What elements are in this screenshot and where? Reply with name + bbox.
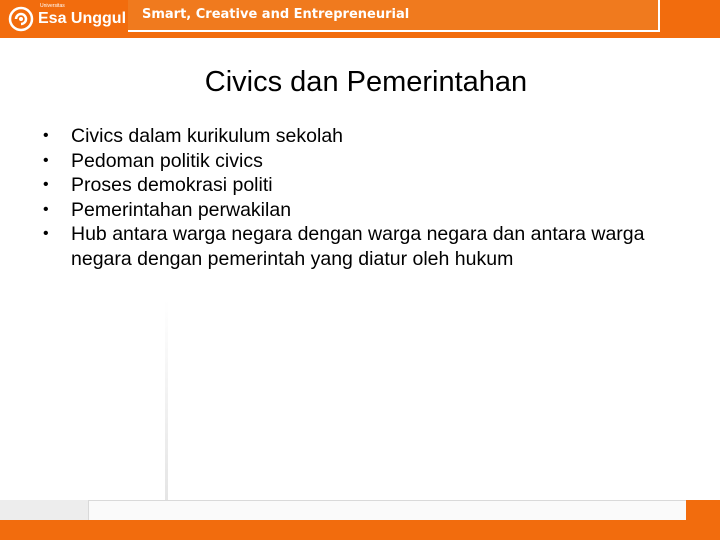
logo[interactable] — [0, 0, 128, 38]
bullet-icon: • — [43, 127, 49, 144]
logo-text: Esa Unggul — [38, 10, 127, 27]
bullet-item — [43, 173, 663, 198]
university-emblem-icon — [8, 6, 34, 32]
bullet-list — [43, 124, 663, 271]
bullet-text: Civics dalam kurikulum sekolah — [71, 125, 344, 147]
slide-title: Civics dan Pemerintahan — [204, 66, 528, 98]
footer-right-accent — [686, 500, 720, 520]
logo-subtext: Universitas — [40, 3, 65, 9]
footer-bar — [0, 520, 720, 540]
background-frame-line — [165, 300, 168, 505]
bullet-text: Proses demokrasi politi — [71, 174, 273, 196]
bullet-item — [43, 222, 663, 271]
bullet-item — [43, 149, 663, 174]
bullet-icon: • — [43, 200, 49, 218]
bullet-text: Pedoman politik civics — [71, 149, 263, 172]
bullet-icon: • — [43, 151, 49, 169]
bullet-text: Hub antara warga negara dengan warga negara dan antara warga negara dengan pemerintah yang diatur oleh hukum — [71, 223, 645, 270]
tagline: Smart, Creative and Entrepreneurial — [142, 7, 410, 22]
bullet-item — [43, 198, 663, 223]
bullet-text: Pemerintahan perwakilan — [71, 198, 292, 221]
tagline-banner — [128, 0, 660, 32]
bullet-icon: • — [43, 176, 49, 193]
footer-left-strip — [0, 500, 88, 520]
bullet-icon: • — [43, 225, 49, 242]
bullet-item — [43, 124, 663, 149]
